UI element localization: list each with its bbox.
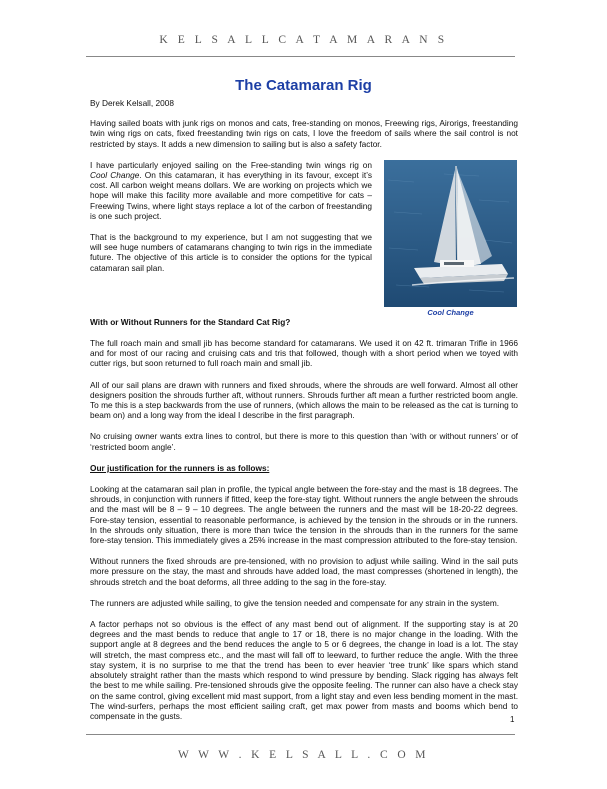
paragraph-no-cruising: No cruising owner wants extra lines to control, but there is more to this question than ‘with or without runners’ or of ‘restricted boom angle’. bbox=[90, 431, 518, 452]
paragraph-factor: A factor perhaps not so obvious is the effect of any mast bend out of alignment. If the supporting stay is at 20 degrees and the mast bends to reduce that angle to 17 or 18, there is no major change in the loading. With the support angle at 8 degrees and the bend reduces the angle to 5 or 6 degrees, the change in load is a lot. The stay will stretch, the mast compress etc., and the mast will fall off to leeward, to further reduce the angle. With the three stay system, it is no surprise to me that the trend has been to ever heavier ‘tree trunk’ like spars which stand absolutely straight rather than the masts which respond to wind pressure by bending. Slack rigging has always felt the best to me while sailing. Pre-tensioned shrouds give the opposite feeling. The runner can also have a check stay on the same control, giving excellent mid mast support, from a light stay and even less bending moment in the mast. The wind-surfers, perhaps the most efficient sailing craft, get max power from masts and booms which bend to compensate in the gusts. bbox=[90, 619, 518, 721]
paragraph-all-plans: All of our sail plans are drawn with runners and fixed shrouds, where the shrouds are well forward. Almost all other designers position the shrouds further aft, without runners. Shrouds further aft mean a further restricted boom angle. To me this is a step backwards from the use of runners, (which allows the main to be released as the cat is turning to beam on) and a long way from the ideal I describe in the first paragraph. bbox=[90, 379, 518, 421]
paragraph-runners-adjusted: The runners are adjusted while sailing, to give the tension needed and compensate for any strain in the system. bbox=[90, 597, 500, 608]
heading-runners: With or Without Runners for the Standard Cat Rig? bbox=[90, 316, 291, 327]
footer-rule bbox=[86, 734, 515, 735]
paragraph-intro: Having sailed boats with junk rigs on monos and cats, free-standing on monos, Freewing rigs, Airorigs, freestanding twin wing rigs on cats, fixed freestanding twin rigs on cats, I love the freedom of sails where the sail control is not restricted by stays. It adds a new dimension to sailing but is also a safety factor. bbox=[90, 118, 518, 149]
float-section bbox=[90, 160, 518, 317]
paragraph-enjoyed-end: . On this catamaran, it has everything in its favour, except it’s cost. All carbon weight means dollars. We are working on projects which we hope will make this facility more available and more competitive for cats – Freewing Twins, where light stays replace a lot of the carbon of freestanding is one such project. bbox=[90, 170, 372, 221]
photo-figure bbox=[384, 160, 517, 318]
paragraph-background: That is the background to my experience, but I am not suggesting that we will see huge numbers of catamarans changing to twin rigs in the immediate future. The objective of this article is to consider the options for the typical catamaran sail plan. bbox=[90, 232, 372, 273]
boat-name: Cool Change bbox=[90, 170, 140, 181]
page-title: The Catamaran Rig bbox=[235, 77, 372, 94]
header-brand: K E L S A L L C A T A M A R A N S bbox=[159, 34, 448, 46]
catamaran-photo bbox=[384, 160, 517, 307]
paragraph-enjoyed-start: I have particularly enjoyed sailing on the Free-standing twin wings rig on bbox=[90, 159, 372, 170]
float-text bbox=[90, 160, 372, 284]
page-number: 1 bbox=[510, 715, 515, 724]
article-body bbox=[90, 98, 518, 732]
paragraph-full-roach: The full roach main and small jib has become standard for catamarans. We used it on 42 ft. trimaran Trifle in 1966 and for most of our racing and cruising cats and tris that followed, though with a short period when we toyed with cutter rigs, but soon returned to full roach main and small jib. bbox=[90, 338, 518, 369]
paragraph-without-runners: Without runners the fixed shrouds are pre-tensioned, with no provision to adjust while sailing. Wind in the sail puts more pressure on the stay, the mast and shrouds have added load, the mast compresses (shortened in length), the shrouds stretch and the boat deforms, all three adding to the sag in the fore-stay. bbox=[90, 556, 518, 587]
byline: By Derek Kelsall, 2008 bbox=[90, 98, 174, 108]
header-rule bbox=[86, 56, 515, 57]
heading-justification: Our justification for the runners is as follows: bbox=[90, 462, 270, 473]
paragraph-looking: Looking at the catamaran sail plan in profile, the typical angle between the fore-stay and the mast is 18 degrees. The shrouds, in conjunction with runners if fitted, keep the fore-stay tight. Without runners the angle between the shrouds and the mast will be 8 – 9 – 10 degrees. The angle between the runners and the mast will be 18-20-22 degrees. Fore-stay tension, essential to reasonable performance, is achieved by the tension in the shrouds or in the runners. In the shrouds only situation, there is more than twice the tension in the shrouds than in the runners for the same fore-stay tension. This immediately gives a 25% increase in the mast compression attributed to the fore-stay tension. bbox=[90, 484, 518, 546]
photo-caption: Cool Change bbox=[427, 307, 474, 317]
paragraph-enjoyed bbox=[90, 160, 372, 221]
footer-brand: W W W . K E L S A L L . C O M bbox=[178, 749, 429, 761]
